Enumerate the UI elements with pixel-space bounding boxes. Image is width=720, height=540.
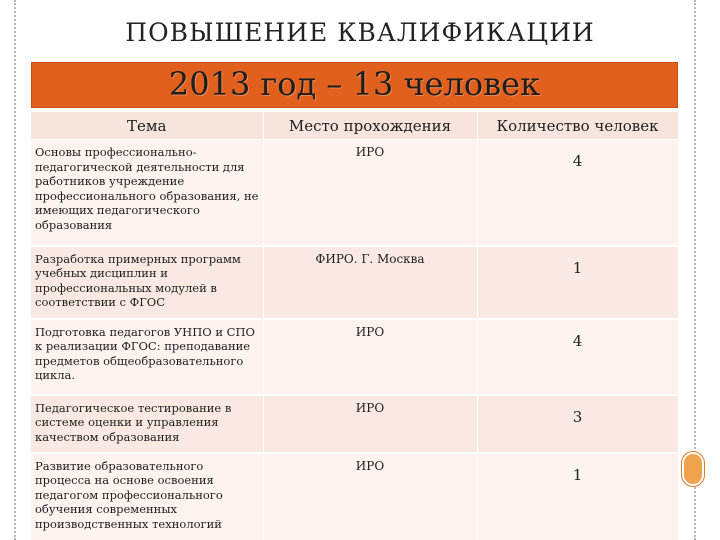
place-text: ФИРО. Г. Москва bbox=[315, 251, 425, 266]
count-text: 3 bbox=[572, 407, 583, 426]
count-cell bbox=[477, 246, 678, 319]
table-row bbox=[31, 319, 678, 395]
left-dotted-rule bbox=[14, 0, 16, 540]
place-cell bbox=[263, 395, 477, 453]
topic-cell bbox=[31, 140, 263, 246]
topic-text: Педагогическое тестирование в системе оценки и управления качеством образования bbox=[35, 400, 232, 444]
header-place: Место прохождения bbox=[263, 112, 477, 140]
table-header-row bbox=[31, 112, 678, 140]
count-cell bbox=[477, 453, 678, 540]
training-table bbox=[31, 112, 679, 540]
topic-cell bbox=[31, 319, 263, 395]
place-cell bbox=[263, 140, 477, 246]
place-cell bbox=[263, 246, 477, 319]
year-banner-text: 2013 год – 13 человек bbox=[168, 65, 541, 103]
header-count: Количество человек bbox=[477, 112, 678, 140]
place-text: ИРО bbox=[355, 324, 385, 339]
year-banner bbox=[31, 62, 678, 108]
place-text: ИРО bbox=[355, 400, 385, 415]
topic-text: Подготовка педагогов УНПО и СПО к реализации ФГОС: преподавание предметов общеобразовательного цикла. bbox=[35, 324, 255, 382]
topic-cell bbox=[31, 453, 263, 540]
count-cell bbox=[477, 140, 678, 246]
topic-text: Основы профессионально-педагогической деятельности для работников учреждение профессионального образования, не имеющих педагогического образования bbox=[35, 145, 259, 232]
place-text: ИРО bbox=[355, 145, 385, 159]
topic-cell bbox=[31, 246, 263, 319]
slide-title: ПОВЫШЕНИЕ КВАЛИФИКАЦИИ bbox=[125, 18, 595, 47]
place-text: ИРО bbox=[355, 458, 385, 473]
place-cell bbox=[263, 319, 477, 395]
count-text: 1 bbox=[572, 465, 583, 484]
header-topic: Тема bbox=[31, 112, 263, 140]
count-text: 4 bbox=[572, 331, 583, 350]
count-cell bbox=[477, 319, 678, 395]
topic-cell bbox=[31, 395, 263, 453]
place-cell bbox=[263, 453, 477, 540]
count-text: 4 bbox=[572, 152, 583, 170]
count-cell bbox=[477, 395, 678, 453]
topic-text: Развитие образовательного процесса на основе освоения педагогом профессионального обучения современных производственных технологий bbox=[35, 458, 223, 531]
table-row bbox=[31, 246, 678, 319]
table-row bbox=[31, 395, 678, 453]
count-text: 1 bbox=[572, 258, 583, 277]
topic-text: Разработка примерных программ учебных дисциплин и профессиональных модулей в соответствии с ФГОС bbox=[35, 251, 241, 309]
table-row bbox=[31, 453, 678, 540]
table-row bbox=[31, 140, 678, 246]
page-marker-badge bbox=[682, 452, 704, 486]
